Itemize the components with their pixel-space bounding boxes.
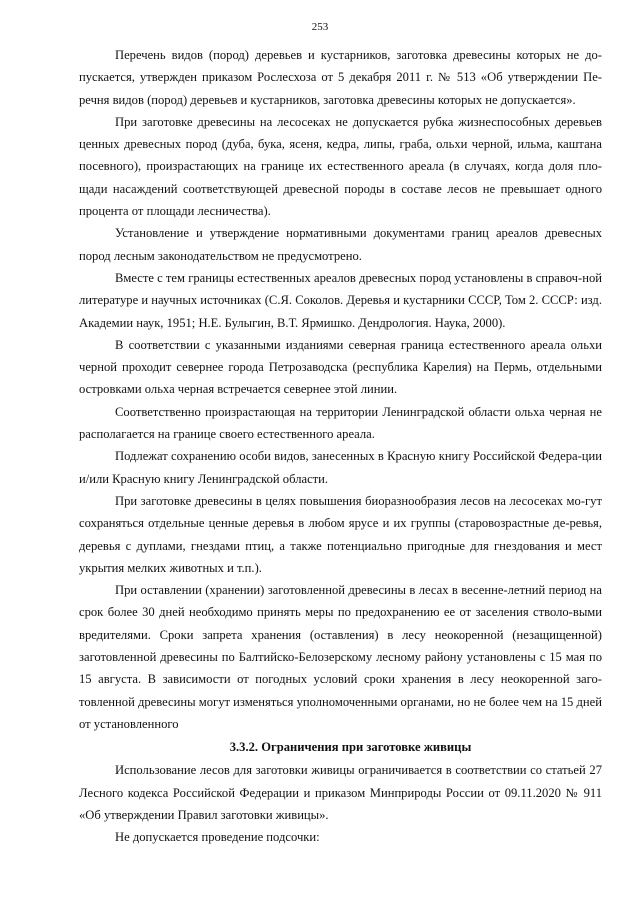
paragraph-black-alder-range: В соответствии с указанными изданиями северная граница естественного ареала ольхи черной проходит севернее города Петрозаводска (республика Карелия) на Пермь, отдельными островками ольха черная встречается севернее этой линии. bbox=[79, 337, 602, 397]
paragraph-leningrad-alder: Соответственно произрастающая на территории Ленинградской области ольха черная не располагается на границе своего естественного ареала. bbox=[79, 404, 602, 442]
paragraph-species-list-order: Перечень видов (пород) деревьев и кустарников, заготовка древесины которых не до-пускается, утвержден приказом Рослесхоза от 5 декабря 2011 г. № 513 «Об утверждении Пе-речня видов (пород) деревьев и кустарников, заготовка древесины которых не допускается». bbox=[79, 48, 602, 107]
paragraph-range-boundaries: Установление и утверждение нормативными документами границ ареалов древесных пород лесным законодательством не предусмотрено. bbox=[79, 226, 602, 263]
paragraph-red-book-species: Подлежат сохранению особи видов, занесенных в Красную книгу Российской Федера-ции и/или Красную книгу Ленинградской области. bbox=[79, 449, 602, 486]
paragraph-biodiversity-trees: При заготовке древесины в целях повышения биоразнообразия лесов на лесосеках мо-гут сохраняться отдельные ценные деревья в любом ярусе и их группы (старовозрастные де-ревья, деревья с дуплами, гнездами птиц, а также потенциально пригодные для гнездования и мест укрытия мелких животных и т.п.). bbox=[79, 493, 602, 575]
page-number: 253 bbox=[311, 21, 329, 33]
paragraph-timber-storage: При оставлении (хранении) заготовленной древесины в лесах в весенне-летний период на срок более 30 дней необходимо принять меры по предохранению ее от заселения стволо-выми вредителями. Сроки запрета хранения (оставления) в лесу неокоренной (незащищенной) заготовленной древесины по Балтийско-Белозерскому лесному району установлены с 15 мая по 15 августа. В зависимости от погодных условий сроки хранения в лесу неокоренной заго-товленной древесины могут изменяться уполномоченными органами, но не более чем на 15 дней от установленного bbox=[79, 583, 602, 731]
paragraph-valuable-species-felling: При заготовке древесины на лесосеках не допускается рубка жизнеспособных деревьев ценных древесных пород (дуба, бука, ясеня, кедра, липы, граба, ольхи черной, ильма, каштана посевного), произрастающих на границе их естественного ареала (в случаях, когда доля пло-щади насаждений соответствующей древесной породы в составе лесов не превышает одного процента от площади лесничества). bbox=[79, 114, 602, 219]
section-heading: 3.3.2. Ограничения при заготовке живицы bbox=[229, 740, 472, 755]
page-content bbox=[79, 44, 602, 848]
paragraph-reference-sources: Вместе с тем границы естественных ареалов древесных пород установлены в справоч-ной литературе и научных источниках (С.Я. Соколов. Деревья и кустарники СССР, Том 2. СССР: изд. Академии наук, 1951; Н.Е. Булыгин, В.Т. Ярмишко. Дендрология. Наука, 2000). bbox=[79, 270, 602, 330]
paragraph-tapping-prohibited: Не допускается проведение подсочки: bbox=[115, 830, 320, 845]
paragraph-resin-restrictions: Использование лесов для заготовки живицы ограничивается в соответствии со статьей 27 Лесного кодекса Российской Федерации и приказом Минприроды России от 09.11.2020 № 911 «Об утверждении Правил заготовки живицы». bbox=[79, 763, 602, 822]
